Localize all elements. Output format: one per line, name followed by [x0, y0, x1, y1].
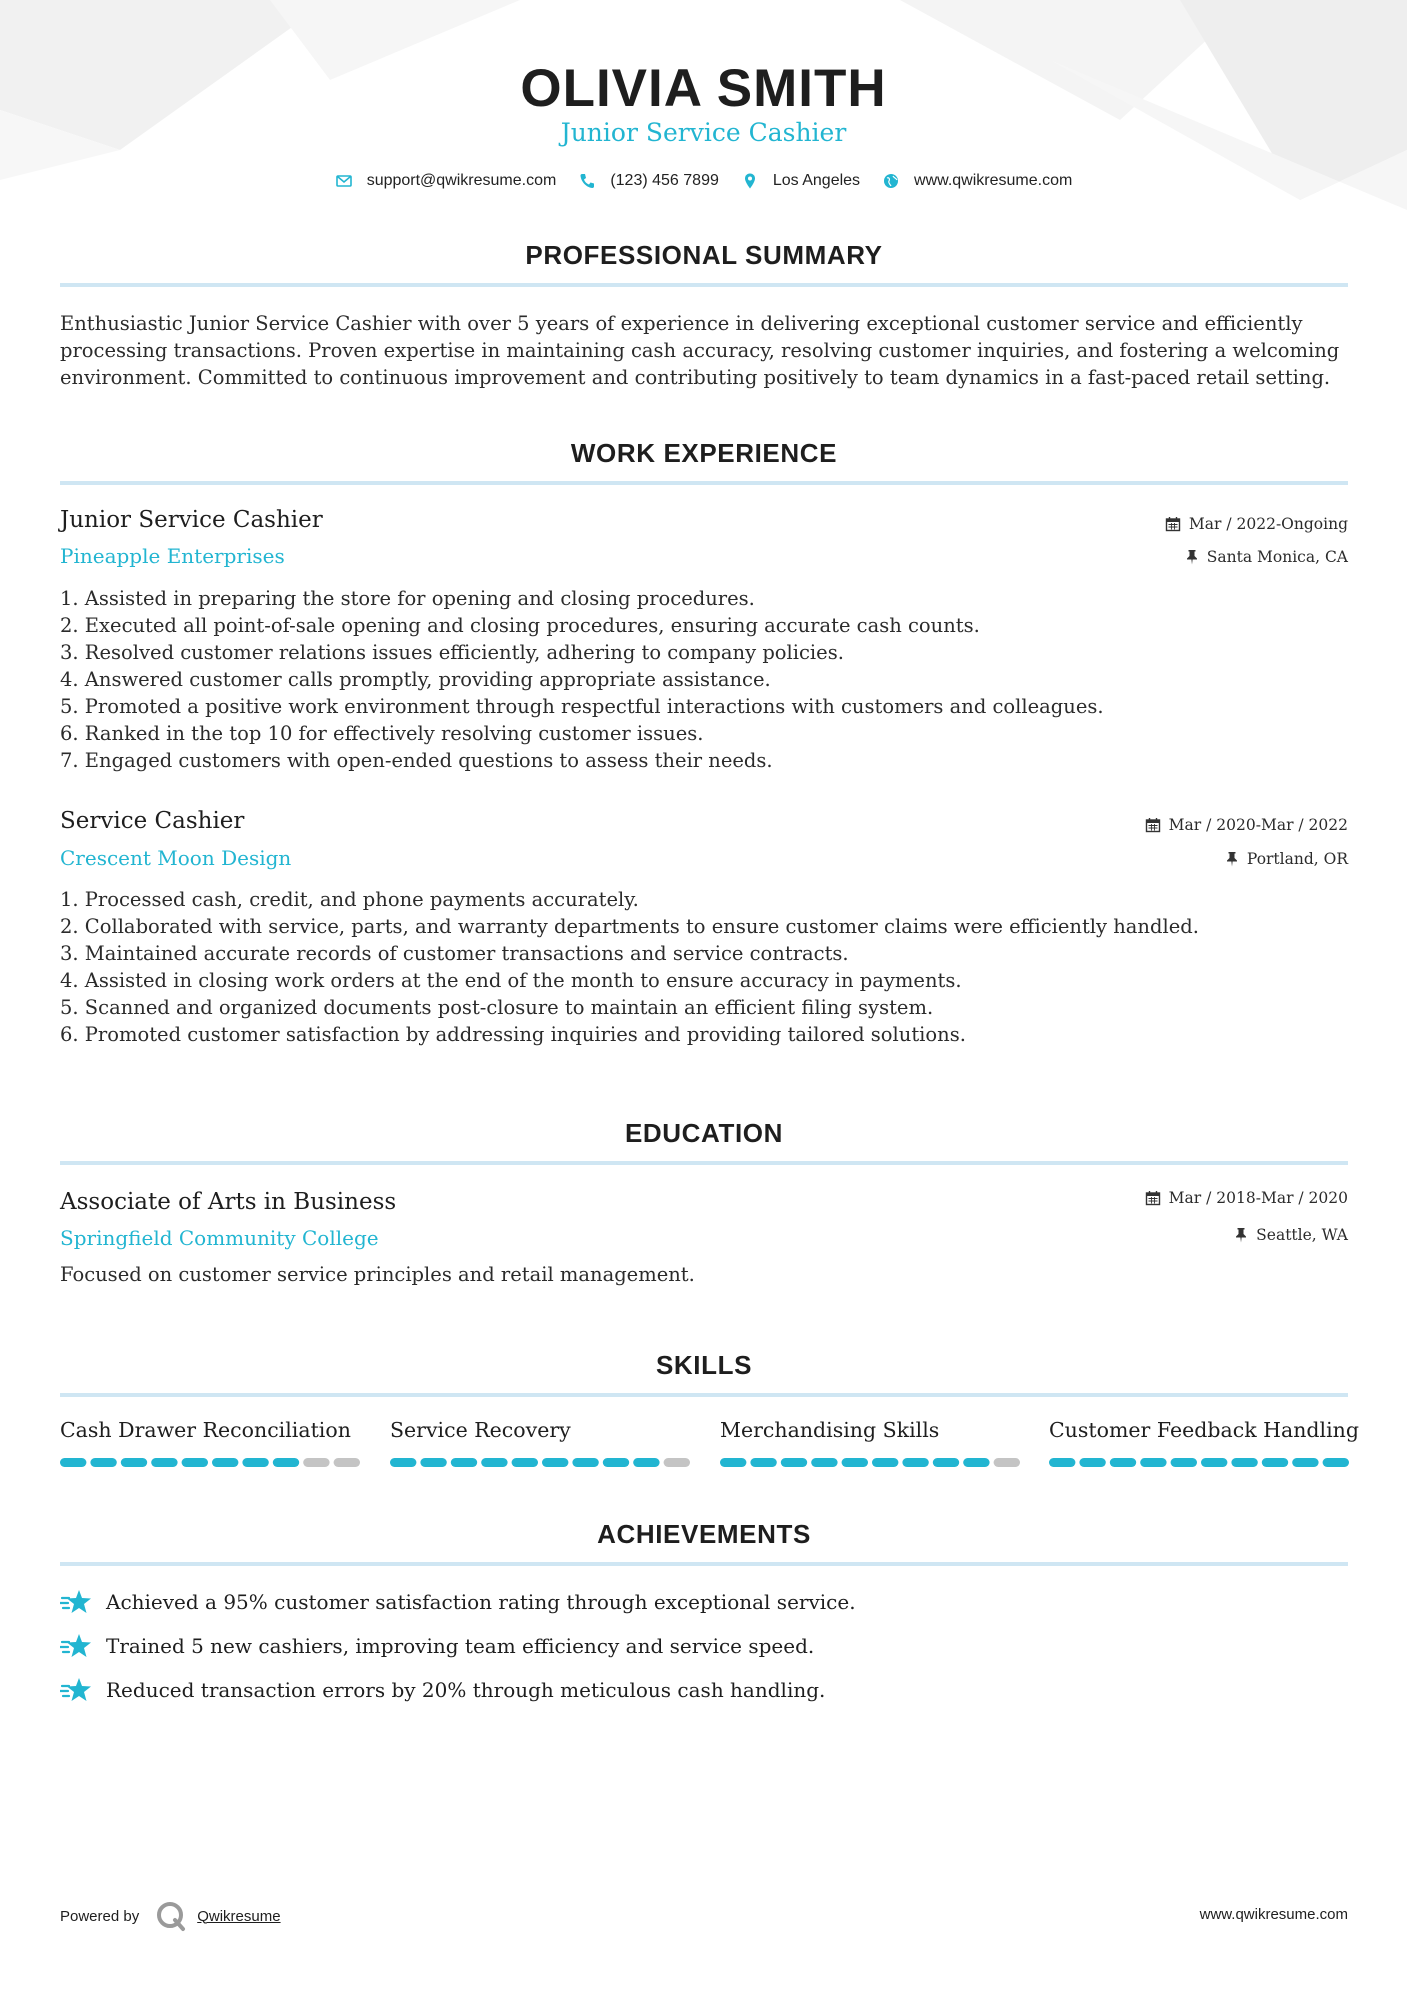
- skill-name: Customer Feedback Handling: [1049, 1418, 1359, 1442]
- skill-segment-filled: [633, 1458, 659, 1467]
- skill-level-bar: [1049, 1458, 1349, 1467]
- footer-powered-by: [60, 1898, 281, 1934]
- skill-segment-filled: [542, 1458, 568, 1467]
- list-item: 4. Answered customer calls promptly, providing appropriate assistance.: [60, 668, 771, 691]
- globe-icon: [882, 172, 900, 190]
- skill-segment-filled: [720, 1458, 746, 1467]
- pushpin-icon: [1225, 851, 1239, 867]
- job-dates-text: Mar / 2022-Ongoing: [1188, 515, 1348, 533]
- contact-website-text: www.qwikresume.com: [914, 172, 1073, 189]
- footer-brand-link[interactable]: Qwikresume: [197, 1907, 281, 1925]
- list-item: 2. Collaborated with service, parts, and warranty departments to ensure customer claims were efficiently handled.: [60, 915, 1199, 938]
- skill-name: Service Recovery: [390, 1418, 571, 1442]
- list-item: 1. Assisted in preparing the store for opening and closing procedures.: [60, 587, 755, 610]
- list-item: 1. Processed cash, credit, and phone payments accurately.: [60, 888, 639, 911]
- skill-segment-filled: [1140, 1458, 1166, 1467]
- job-dates: [1165, 515, 1348, 533]
- skill-segment-empty: [994, 1458, 1020, 1467]
- candidate-name: OLIVIA SMITH: [520, 59, 887, 118]
- calendar-icon: [1145, 817, 1161, 833]
- skills-heading: SKILLS: [655, 1350, 753, 1380]
- phone-icon: [578, 172, 596, 190]
- job-location-text: Portland, OR: [1246, 850, 1348, 868]
- education-heading: EDUCATION: [624, 1118, 784, 1148]
- qwikresume-logo-icon: [153, 1898, 189, 1934]
- education-location-text: Seattle, WA: [1256, 1226, 1348, 1244]
- footer-website[interactable]: www.qwikresume.com: [1199, 1906, 1348, 1923]
- skill-segment-filled: [1262, 1458, 1288, 1467]
- job-bullets: [60, 886, 1350, 1048]
- achievement-item: [60, 1632, 814, 1660]
- job-location: [1225, 850, 1348, 868]
- list-item: 5. Scanned and organized documents post-closure to maintain an efficient filing system.: [60, 996, 934, 1019]
- experience-heading: WORK EXPERIENCE: [570, 438, 838, 468]
- education-dates-text: Mar / 2018-Mar / 2020: [1168, 1189, 1348, 1207]
- list-item: 4. Assisted in closing work orders at the end of the month to ensure accuracy in payments.: [60, 969, 962, 992]
- contact-bar: [0, 172, 1407, 190]
- star-icon: [60, 1588, 92, 1616]
- skill-segment-filled: [572, 1458, 598, 1467]
- pushpin-icon: [1185, 549, 1199, 565]
- job-bullets: [60, 585, 1350, 774]
- skill-segment-filled: [963, 1458, 989, 1467]
- skill-segment-filled: [1110, 1458, 1136, 1467]
- list-item: 3. Resolved customer relations issues efficiently, adhering to company policies.: [60, 641, 844, 664]
- list-item: 6. Ranked in the top 10 for effectively resolving customer issues.: [60, 722, 704, 745]
- list-item: 3. Maintained accurate records of customer transactions and service contracts.: [60, 942, 849, 965]
- skill-level-bar: [390, 1458, 690, 1467]
- skill-segment-filled: [842, 1458, 868, 1467]
- experience-divider: [60, 481, 1348, 485]
- education-dates: [1145, 1189, 1348, 1207]
- skill-segment-filled: [90, 1458, 116, 1467]
- skill-segment-filled: [933, 1458, 959, 1467]
- job-title: Junior Service Cashier: [60, 507, 323, 533]
- skill-item: [1049, 1418, 1359, 1442]
- skill-segment-filled: [182, 1458, 208, 1467]
- skill-segment-filled: [121, 1458, 147, 1467]
- skill-segment-filled: [1201, 1458, 1227, 1467]
- skill-segment-filled: [781, 1458, 807, 1467]
- job-dates-text: Mar / 2020-Mar / 2022: [1168, 816, 1348, 834]
- job-company: Pineapple Enterprises: [60, 544, 285, 568]
- skill-segment-filled: [420, 1458, 446, 1467]
- skill-name: Merchandising Skills: [720, 1418, 940, 1442]
- map-pin-icon: [741, 172, 759, 190]
- skill-segment-filled: [902, 1458, 928, 1467]
- skill-segment-filled: [872, 1458, 898, 1467]
- list-item: 7. Engaged customers with open-ended questions to assess their needs.: [60, 749, 773, 772]
- skill-item: [390, 1418, 690, 1442]
- skill-segment-filled: [273, 1458, 299, 1467]
- contact-phone-text: (123) 456 7899: [610, 172, 719, 189]
- envelope-icon: [335, 172, 353, 190]
- job-location: [1185, 548, 1348, 566]
- achievement-item: [60, 1676, 825, 1704]
- skill-segment-filled: [811, 1458, 837, 1467]
- skill-segment-filled: [60, 1458, 86, 1467]
- candidate-role: Junior Service Cashier: [560, 118, 847, 147]
- education-degree: Associate of Arts in Business: [60, 1189, 397, 1215]
- skills-divider: [60, 1393, 1348, 1397]
- summary-text: Enthusiastic Junior Service Cashier with over 5 years of experience in delivering exceptional customer service and efficiently processing transactions. Proven expertise in maintaining cash accuracy, resolving customer inquiries, and fostering a welcoming environment. Committed to continuous improvement and contributing positively to team dynamics in a fast-paced retail setting.: [60, 312, 1340, 389]
- contact-email[interactable]: [335, 172, 557, 190]
- skill-segment-filled: [212, 1458, 238, 1467]
- star-icon: [60, 1632, 92, 1660]
- skill-item: [720, 1418, 1020, 1442]
- education-divider: [60, 1161, 1348, 1165]
- skill-segment-filled: [750, 1458, 776, 1467]
- education-school: Springfield Community College: [60, 1226, 379, 1250]
- skill-segment-filled: [1079, 1458, 1105, 1467]
- summary-heading: PROFESSIONAL SUMMARY: [525, 240, 883, 270]
- achievement-item: [60, 1588, 856, 1616]
- contact-email-text: support@qwikresume.com: [366, 172, 557, 189]
- achievement-text: Trained 5 new cashiers, improving team efficiency and service speed.: [106, 1634, 815, 1658]
- job-title: Service Cashier: [60, 808, 245, 834]
- achievements-divider: [60, 1562, 1348, 1566]
- list-item: 5. Promoted a positive work environment through respectful interactions with customers and colleagues.: [60, 695, 1104, 718]
- calendar-icon: [1165, 516, 1181, 532]
- contact-location: [741, 172, 860, 190]
- job-company: Crescent Moon Design: [60, 846, 292, 870]
- list-item: 2. Executed all point-of-sale opening and closing procedures, ensuring accurate cash counts.: [60, 614, 980, 637]
- contact-phone[interactable]: [578, 172, 719, 190]
- skill-level-bar: [60, 1458, 360, 1467]
- skill-segment-filled: [1171, 1458, 1197, 1467]
- achievement-text: Achieved a 95% customer satisfaction rating through exceptional service.: [106, 1590, 856, 1614]
- skill-segment-filled: [1231, 1458, 1257, 1467]
- skill-segment-empty: [303, 1458, 329, 1467]
- education-location: [1234, 1226, 1348, 1244]
- skill-segment-filled: [512, 1458, 538, 1467]
- contact-location-text: Los Angeles: [772, 172, 861, 189]
- skill-segment-empty: [334, 1458, 360, 1467]
- summary-divider: [60, 283, 1348, 287]
- skill-segment-filled: [1292, 1458, 1318, 1467]
- pushpin-icon: [1234, 1227, 1248, 1243]
- skill-segment-filled: [481, 1458, 507, 1467]
- contact-website[interactable]: [882, 172, 1072, 190]
- skill-segment-filled: [390, 1458, 416, 1467]
- skill-segment-filled: [242, 1458, 268, 1467]
- skill-segment-filled: [451, 1458, 477, 1467]
- star-icon: [60, 1676, 92, 1704]
- skill-segment-filled: [1049, 1458, 1075, 1467]
- education-description: Focused on customer service principles and retail management.: [60, 1263, 695, 1286]
- job-dates: [1145, 816, 1348, 834]
- skill-segment-filled: [151, 1458, 177, 1467]
- skill-segment-filled: [603, 1458, 629, 1467]
- powered-by-label: Powered by: [60, 1907, 140, 1925]
- skill-item: [60, 1418, 360, 1442]
- achievement-text: Reduced transaction errors by 20% through meticulous cash handling.: [106, 1678, 826, 1702]
- calendar-icon: [1145, 1190, 1161, 1206]
- skill-segment-filled: [1323, 1458, 1349, 1467]
- list-item: 6. Promoted customer satisfaction by addressing inquiries and providing tailored solutions.: [60, 1023, 966, 1046]
- skill-segment-empty: [664, 1458, 690, 1467]
- skill-level-bar: [720, 1458, 1020, 1467]
- job-location-text: Santa Monica, CA: [1206, 548, 1348, 566]
- skill-name: Cash Drawer Reconciliation: [60, 1418, 351, 1442]
- achievements-heading: ACHIEVEMENTS: [597, 1519, 811, 1549]
